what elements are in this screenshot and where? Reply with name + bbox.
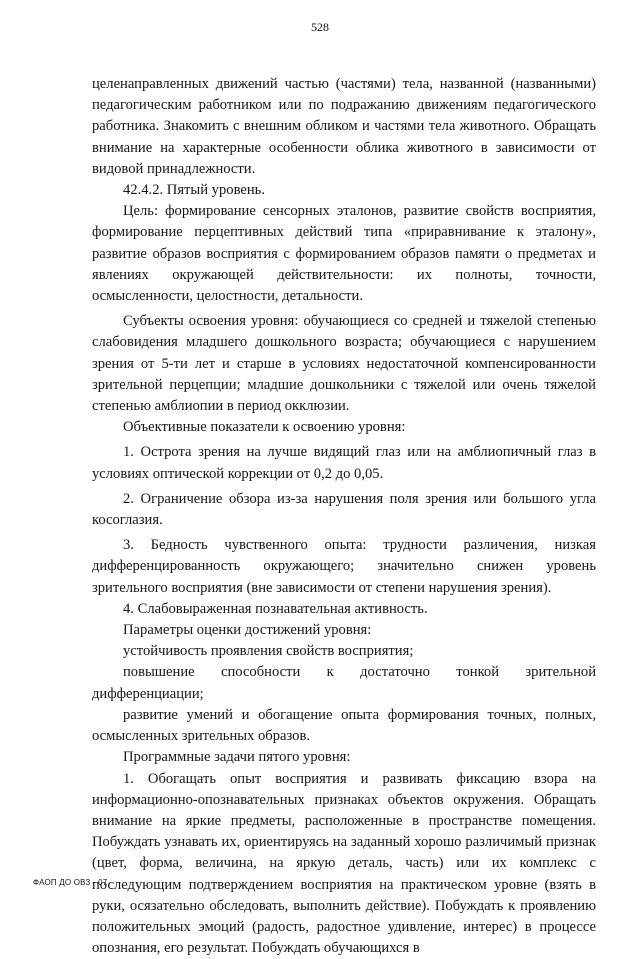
paragraph-subjects: Субъекты освоения уровня: обучающиеся со средней и тяжелой степенью слабовидения младшего дошкольного возраста; обучающиеся с нарушением зрения от 5-ти лет и старше в условиях недостаточной компенсированности зрительной перцепции; младшие дошкольники с тяжелой или очень тяжелой степенью амблиопии в период окклюзии. — [92, 311, 596, 417]
paragraph-parameters-heading: Параметры оценки достижений уровня: — [92, 620, 596, 641]
page-number: 528 — [0, 20, 640, 35]
indicator-item-2: 2. Ограничение обзора из-за нарушения поля зрения или большого угла косоглазия. — [92, 489, 596, 531]
indicator-item-3: 3. Бедность чувственного опыта: трудности различения, низкая дифференцированность окружающего; значительно снижен уровень зрительного восприятия (вне зависимости от степени нарушения зрения). — [92, 535, 596, 599]
paragraph-indicators-heading: Объективные показатели к освоению уровня: — [92, 417, 596, 438]
page-footer: ФАОП ДО ОВЗ - 07 — [33, 878, 107, 887]
paragraph-goal: Цель: формирование сенсорных эталонов, развитие свойств восприятия, формирование перцептивных действий типа «приравнивание к эталону», развитие образов восприятия с формированием образов памяти о предметах и явлениях окружающей действительности: их полноты, точности, осмысленности, целостности, детальности. — [92, 201, 596, 307]
paragraph-continuation: целенаправленных движений частью (частями) тела, названной (названными) педагогическим работником или по подражанию движениям педагогического работника. Знакомить с внешним обликом и частями тела животного. Обращать внимание на характерные особенности облика животного в зависимости от видовой принадлежности. — [92, 74, 596, 180]
task-item-1: 1. Обогащать опыт восприятия и развивать фиксацию взора на информационно-опознавательных признаках объектов окружения. Обращать внимание на яркие предметы, расположенные в пространстве помещения. Побуждать узнавать их, ориентируясь на заданный хорошо различимый признак (цвет, форма, величина, на яркую деталь, часть) или их комплекс с последующим подтверждением восприятия на практическом уровне (взять в руки, осязательно обследовать, выполнить действие). Побуждать к проявлению положительных эмоций (радость, радостное удивление, интерес) в процессе опознания, его результат. Побуждать обучающихся в — [92, 769, 596, 959]
indicator-item-1: 1. Острота зрения на лучше видящий глаз или на амблиопичный глаз в условиях оптической коррекции от 0,2 до 0,05. — [92, 442, 596, 484]
paragraph-tasks-heading: Программные задачи пятого уровня: — [92, 747, 596, 768]
parameter-item-3: развитие умений и обогащение опыта формирования точных, полных, осмысленных зрительных образов. — [92, 705, 596, 747]
indicator-item-4: 4. Слабовыраженная познавательная активность. — [92, 599, 596, 620]
document-body — [92, 74, 596, 959]
parameter-item-1: устойчивость проявления свойств восприятия; — [92, 641, 596, 662]
section-heading: 42.4.2. Пятый уровень. — [92, 180, 596, 201]
parameter-item-2: повышение способности к достаточно тонкой зрительной дифференциации; — [92, 662, 596, 704]
